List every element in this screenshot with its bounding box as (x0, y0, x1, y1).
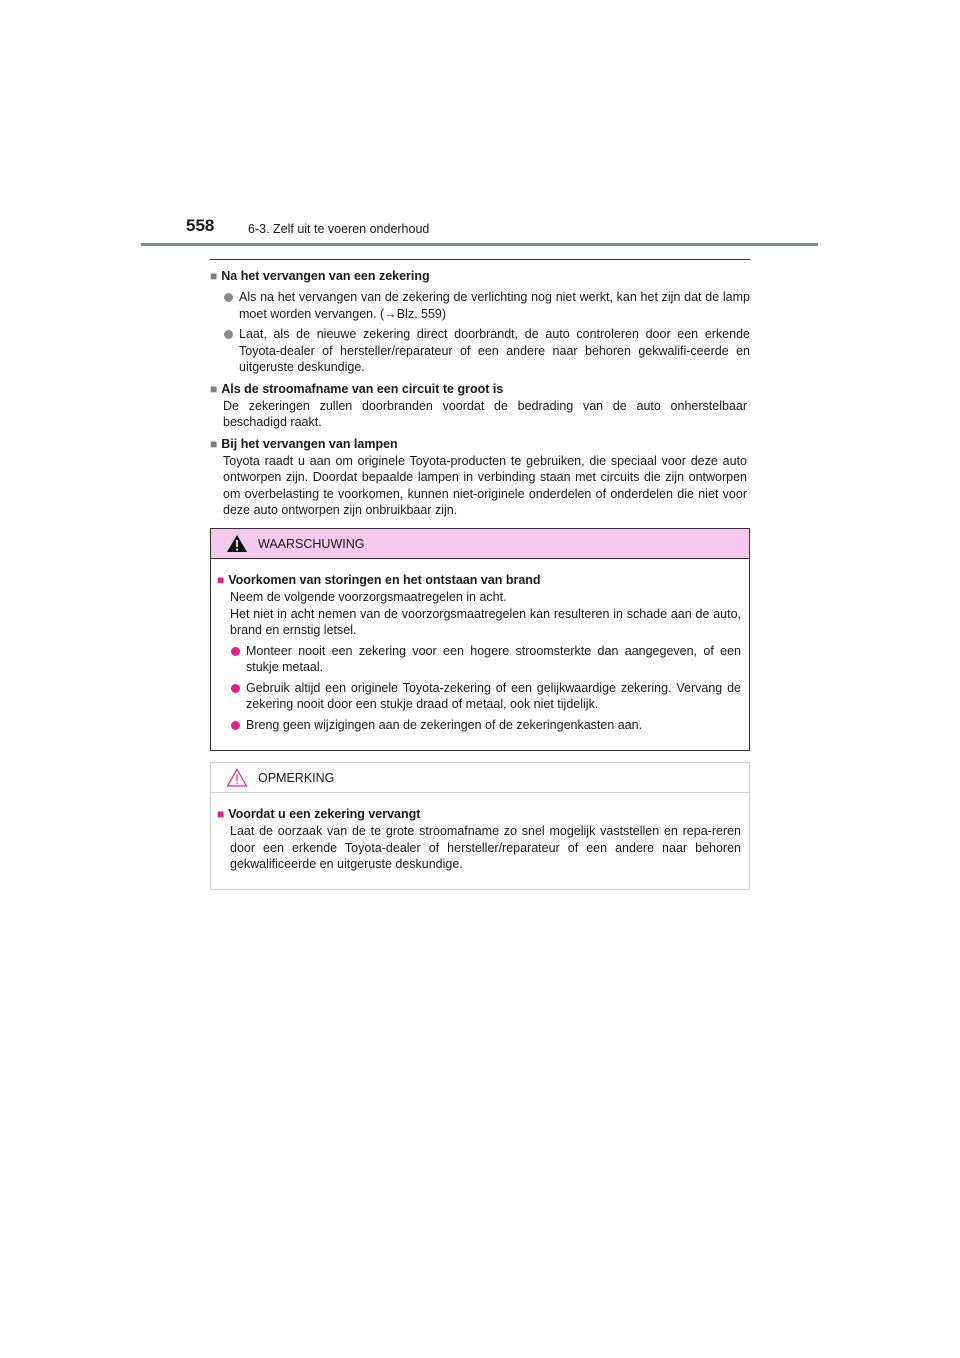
list-item: Gebruik altijd een originele Toyota-zekering of een gelijkwaardige zekering. Vervang de zekering nooit door een stukje draad of metaal, ook niet tijdelijk. (217, 680, 741, 713)
note-heading: Voordat u een zekering vervangt (228, 807, 421, 821)
note-label: OPMERKING (258, 770, 335, 785)
round-bullet-icon (224, 330, 233, 339)
square-bullet-icon: ■ (210, 436, 218, 451)
main-content (210, 259, 750, 524)
round-bullet-icon (231, 684, 240, 693)
warning-label: WAARSCHUWING (258, 536, 365, 551)
list-item: Laat, als de nieuwe zekering direct doorbrandt, de auto controleren door een erkende Toyota-dealer of hersteller/reparateur of een andere naar behoren gekwalifi-ceerde en uitgeruste deskundige. (210, 326, 750, 376)
list-item: Als na het vervangen van de zekering de verlichting nog niet werkt, kan het zijn dat de lamp moet worden vervangen. (→Blz. 559) (210, 289, 750, 322)
warning-intro: Het niet in acht nemen van de voorzorgsmaatregelen kan resulteren in schade aan de auto, brand en ernstig letsel. (230, 606, 741, 637)
warning-heading: Voorkomen van storingen en het ontstaan van brand (228, 573, 541, 587)
note-box (210, 762, 750, 890)
section-heading: Als de stroomafname van een circuit te groot is (221, 381, 504, 396)
list-item: Breng geen wijzigingen aan de zekeringen of de zekeringenkasten aan. (217, 717, 741, 734)
warning-triangle-filled-icon (226, 534, 248, 553)
section-overload (210, 381, 750, 431)
warning-triangle-outline-icon (226, 768, 248, 787)
note-body: Laat de oorzaak van de te grote stroomafname zo snel mogelijk vaststellen en repa-reren door een erkende Toyota-dealer of hersteller/reparateur of een andere naar behoren gekwalificeerde en uitgeruste deskundige. (230, 824, 741, 871)
list-item: Monteer nooit een zekering voor een hogere stroomsterkte dan aangegeven, of een stukje metaal. (217, 643, 741, 676)
section-heading: Bij het vervangen van lampen (221, 436, 398, 451)
square-bullet-icon: ■ (217, 807, 225, 821)
note-header (211, 763, 749, 793)
section-body: Toyota raadt u aan om originele Toyota-producten te gebruiken, die speciaal voor deze auto ontworpen zijn. Doordat bepaalde lampen in verbinding staan met circuits die zijn ontworpen om overbelasting te voorkomen, kunnen niet-originele onderdelen of onderdelen die niet voor deze auto ontworpen zijn onbruikbaar zijn. (223, 453, 747, 517)
round-bullet-icon (231, 721, 240, 730)
page-header (0, 0, 960, 250)
square-bullet-icon: ■ (217, 573, 225, 587)
round-bullet-icon (224, 293, 233, 302)
top-divider (210, 259, 750, 260)
header-rule (141, 243, 818, 246)
square-bullet-icon: ■ (210, 381, 218, 396)
warning-intro: Neem de volgende voorzorgsmaatregelen in acht. (230, 590, 507, 604)
section-heading: Na het vervangen van een zekering (221, 269, 430, 283)
section-lamps (210, 436, 750, 519)
page-number: 558 (186, 216, 215, 235)
warning-box (210, 528, 750, 751)
square-bullet-icon: ■ (210, 269, 218, 283)
warning-header (211, 529, 749, 559)
section-body: De zekeringen zullen doorbranden voordat de bedrading van de auto onherstelbaar beschadigd raakt. (223, 398, 747, 429)
section-title: 6-3. Zelf uit te voeren onderhoud (248, 222, 430, 236)
section-after-replacing (210, 268, 750, 376)
round-bullet-icon (231, 647, 240, 656)
